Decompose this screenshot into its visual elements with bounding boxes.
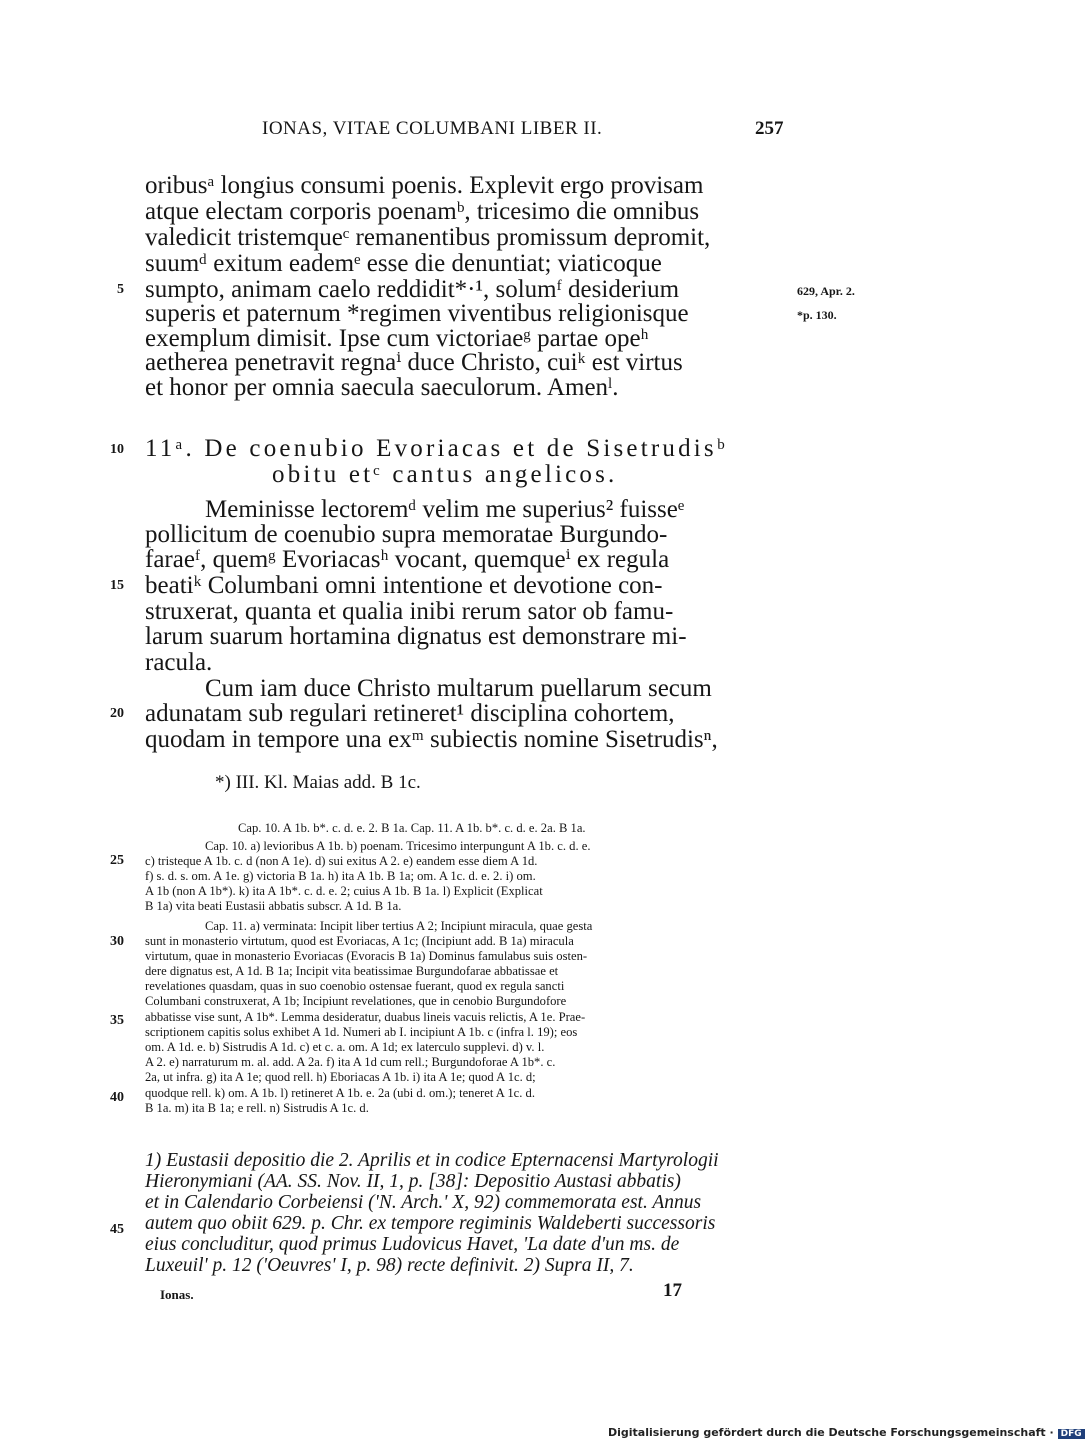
page-number: 257	[755, 118, 784, 139]
footnote-line: autem quo obiit 629. p. Chr. ex tempore regiminis Waldeberti successoris	[145, 1213, 716, 1234]
apparatus-line: A 1b (non A 1b*). k) ita A 1b*. c. d. e. 2; cuius A 1b. B 1a. l) Explicit (Explicat	[145, 884, 543, 898]
apparatus-line: 2a, ut infra. g) ita A 1e; quod rell. h) Eboriacas A 1b. i) ita A 1e; quod A 1c. d;	[145, 1070, 536, 1084]
signature-mark: Ionas.	[160, 1287, 194, 1302]
text-line: exemplum dimisit. Ipse cum victoriaeᵍ partae opeʰ	[145, 325, 649, 352]
digitization-credit	[608, 1423, 1085, 1441]
line-number: 40	[110, 1090, 124, 1105]
apparatus-line: Cap. 10. a) levioribus A 1b. b) poenam. Tricesimo interpungunt A 1b. c. d. e.	[205, 839, 591, 853]
apparatus-line: Cap. 11. a) verminata: Incipit liber tertius A 2; Incipiunt miracula, quae gesta	[205, 919, 593, 933]
text-line: Meminisse lectoremᵈ velim me superius² fuisseᵉ	[205, 496, 685, 523]
sheet-number: 17	[663, 1280, 682, 1301]
text-line: Cum iam duce Christo multarum puellarum secum	[205, 675, 712, 702]
apparatus-line: virtutum, quae in monasterio Evoriacas (Evoracis B 1a) Dominus famulabus suis osten-	[145, 949, 588, 963]
apparatus-line: A 2. e) narraturum m. al. add. A 2a. f) ita A 1d cum rell.; Burgundoforae A 1b*. c.	[145, 1055, 556, 1069]
text-line: quodam in tempore una exᵐ subiectis nomine Sisetrudisⁿ,	[145, 726, 718, 753]
credit-text: Digitalisierung gefördert durch die Deutsche Forschungsgemeinschaft ·	[608, 1426, 1054, 1439]
text-line: suumᵈ exitum eademᵉ esse die denuntiat; viaticoque	[145, 250, 662, 277]
running-title: IONAS, VITAE COLUMBANI LIBER II.	[262, 118, 603, 139]
apparatus-line: scriptionem capitis solus exhibet A 1d. Numeri ab I. incipiunt A 1b. c (infra l. 19); eos	[145, 1025, 578, 1039]
text-line: valedicit tristemqueᶜ remanentibus promissum depromit,	[145, 224, 711, 251]
line-number: 15	[110, 578, 124, 593]
apparatus-line: om. A 1d. e. b) Sistrudis A 1d. c) et c. a. om. A 1d; ex laterculo supplevi. d) v. l.	[145, 1040, 545, 1054]
apparatus-line: quodque rell. k) om. A 1b. l) retineret A 1b. e. 2a (ubi d. om.); teneret A 1c. d.	[145, 1086, 535, 1100]
text-line: atque electam corporis poenamᵇ, tricesimo die omnibus	[145, 198, 700, 225]
apparatus-line: B 1a. m) ita B 1a; e rell. n) Sistrudis A 1c. d.	[145, 1101, 369, 1115]
line-number: 25	[110, 853, 124, 868]
line-number: 45	[110, 1222, 124, 1237]
text-line: aetherea penetravit regnaⁱ duce Christo, cuiᵏ est virtus	[145, 349, 683, 376]
text-line: faraeᶠ, quemᵍ Evoriacasʰ vocant, quemqueⁱ ex regula	[145, 546, 670, 573]
text-line: larum suarum hortamina dignatus est demonstrare mi-	[145, 623, 687, 650]
margin-date-note: 629, Apr. 2.	[797, 284, 855, 298]
footnote-line: Luxeuil' p. 12 ('Oeuvres' I, p. 98) recte definivit. 2) Supra II, 7.	[145, 1255, 634, 1276]
text-line: struxerat, quanta et qualia inibi rerum sator ob famu-	[145, 598, 674, 625]
apparatus-line: revelationes quasdam, quas in suo coenobio ostensae fuerant, quod ex regula sancti	[145, 979, 565, 993]
line-number: 10	[110, 442, 124, 457]
dfg-logo: DFG	[1058, 1429, 1085, 1439]
text-line: superis et paternum *regimen viventibus religionisque	[145, 300, 689, 327]
chapter-heading-continued: obitu etᶜ cantus angelicos.	[272, 461, 618, 488]
chapter-heading: 11ᵃ. De coenubio Evoriacas et de Sisetrudisᵇ	[145, 435, 728, 462]
text-line: adunatam sub regulari retineret¹ disciplina cohortem,	[145, 700, 675, 727]
starred-note: *) III. Kl. Maias add. B 1c.	[215, 772, 421, 793]
margin-page-ref: *p. 130.	[797, 308, 837, 322]
line-number: 30	[110, 934, 124, 949]
apparatus-line: B 1a) vita beati Eustasii abbatis subscr. A 1d. B 1a.	[145, 899, 402, 913]
footnote-line: 1) Eustasii depositio die 2. Aprilis et in codice Epternacensi Martyrologii	[145, 1150, 719, 1171]
line-number: 35	[110, 1013, 124, 1028]
footnote-line: Hieronymiani (AA. SS. Nov. II, 1, p. [38]: Depositio Austasi abbatis)	[145, 1171, 681, 1192]
text-line: oribusᵃ longius consumi poenis. Explevit ergo provisam	[145, 172, 704, 199]
footnote-line: et in Calendario Corbeiensi ('N. Arch.' X, 92) commemorata est. Annus	[145, 1192, 702, 1213]
text-line: beatiᵏ Columbani omni intentione et devotione con-	[145, 572, 663, 599]
text-line: sumpto, animam caelo reddidit*·¹, solumᶠ desiderium	[145, 276, 680, 303]
footnote-line: eius concluditur, quod primus Ludovicus Havet, 'La date d'un ms. de	[145, 1234, 680, 1255]
apparatus-line: c) tristeque A 1b. c. d (non A 1e). d) sui exitus A 2. e) eandem esse diem A 1d.	[145, 854, 538, 868]
line-number: 5	[117, 282, 124, 297]
apparatus-line: Columbani construxerat, A 1b; Incipiunt revelationes, que in cenobio Burgundofore	[145, 994, 567, 1008]
text-line: pollicitum de coenubio supra memoratae Burgundo-	[145, 521, 668, 548]
apparatus-line: Cap. 10. A 1b. b*. c. d. e. 2. B 1a. Cap. 11. A 1b. b*. c. d. e. 2a. B 1a.	[238, 821, 586, 835]
text-line: racula.	[145, 649, 213, 676]
apparatus-line: abbatisse vise sunt, A 1b*. Lemma desideratur, duabus lineis vacuis relictis, A 1e. Prae-	[145, 1010, 586, 1024]
apparatus-line: sunt in monasterio virtutum, quod est Evoriacas, A 1c; (Incipiunt add. B 1a) miracula	[145, 934, 574, 948]
apparatus-line: f) s. d. s. om. A 1e. g) victoria B 1a. h) ita A 1b. B 1a; om. A 1c. d. e. 2. i) om.	[145, 869, 536, 883]
line-number: 20	[110, 706, 124, 721]
text-line: et honor per omnia saecula saeculorum. Amenˡ.	[145, 374, 619, 401]
apparatus-line: dere dignatus est, A 1d. B 1a; Incipit vita beatissimae Burgundofarae abbatissae et	[145, 964, 559, 978]
